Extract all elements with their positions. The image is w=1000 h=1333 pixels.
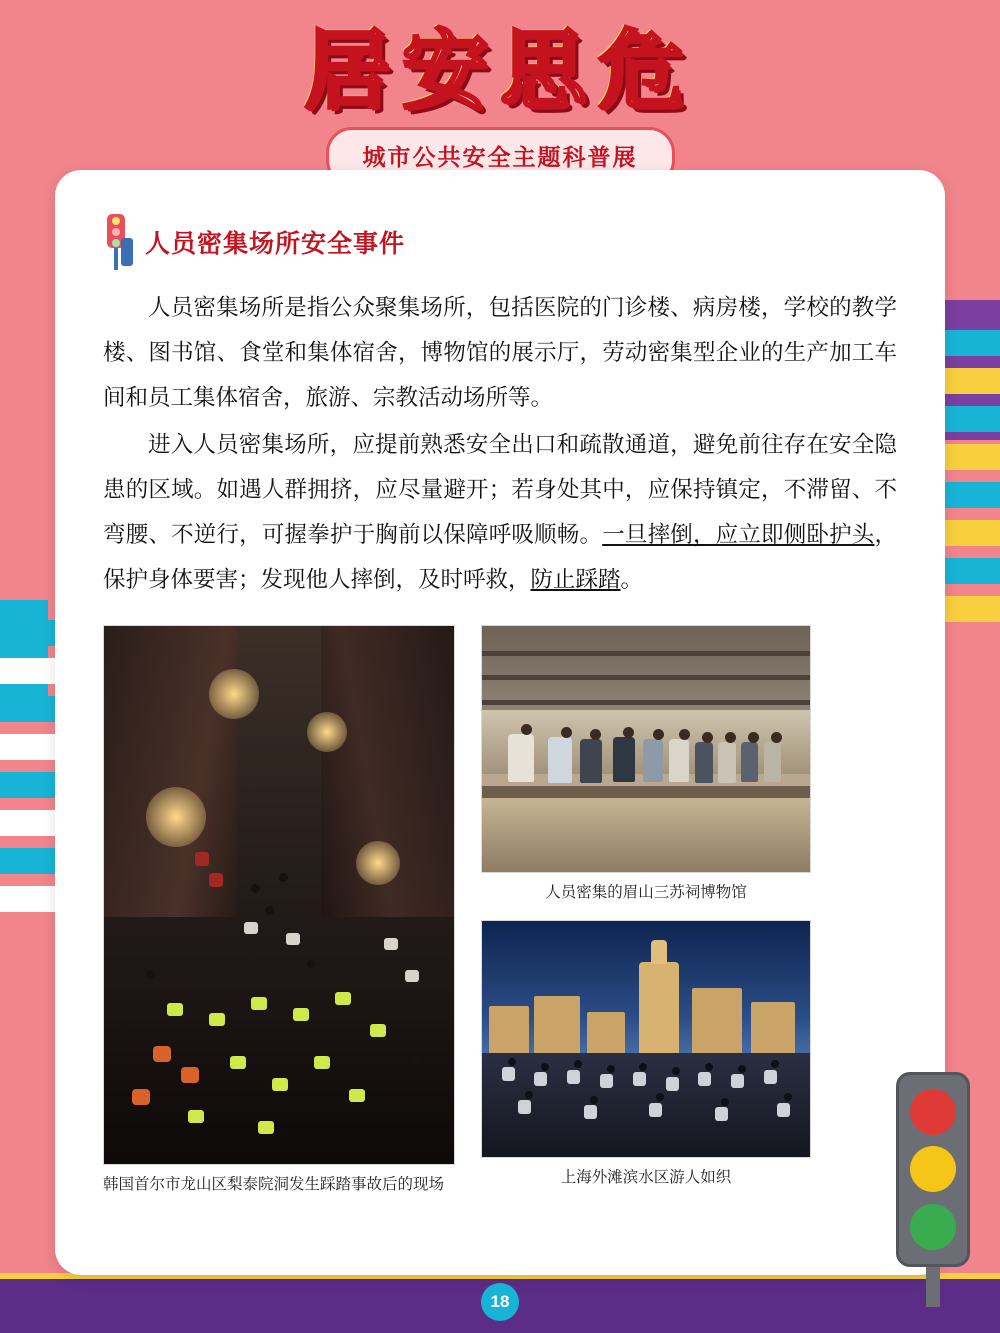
page-title: 居安思危	[304, 21, 696, 121]
figure-bund	[481, 920, 811, 1189]
poster-header	[0, 0, 1000, 185]
traffic-light-icon	[103, 214, 133, 270]
figure-itaewon	[103, 625, 455, 1196]
section-title: 人员密集场所安全事件	[145, 230, 406, 258]
figure-group	[103, 625, 897, 1196]
subtitle-badge: 城市公共安全主题科普展	[326, 127, 675, 186]
photo-shanghai-bund-crowd	[481, 920, 811, 1158]
figure-column-right	[481, 625, 811, 1196]
article-body	[103, 286, 897, 603]
figure-caption: 韩国首尔市龙山区梨泰院洞发生踩踏事故后的现场	[103, 1175, 445, 1193]
paragraph-2-underline-2: 防止踩踏	[530, 567, 621, 593]
paragraph-2-underline-1: 一旦摔倒，应立即侧卧护头	[602, 522, 875, 548]
paragraph-2-part-1: 进入人员密集场所，应提前熟悉安全出口和疏散通道，避免前往存在安全隐患的区域。如遇人群拥挤，应尽量避开；若身处其中，应保持镇定，不滞留、不弯腰、不逆行，可握拳护于胸前以保障呼吸顺畅。	[103, 432, 897, 548]
paragraph-2	[103, 423, 897, 603]
paragraph-1: 人员密集场所是指公众聚集场所，包括医院的门诊楼、病房楼，学校的教学楼、图书馆、食堂和集体宿舍，博物馆的展示厅，劳动密集型企业的生产加工车间和员工集体宿舍，旅游、宗教活动场所等。	[103, 295, 897, 411]
paragraph-2-part-2: ，保护身体要害；发现他人摔倒，及时呼救，	[103, 522, 897, 593]
content-card	[55, 170, 945, 1275]
photo-sansu-museum-crowd	[481, 625, 811, 873]
page-number: 18	[481, 1283, 519, 1321]
paragraph-2-end: 。	[620, 567, 644, 593]
traffic-light-pole	[926, 1262, 940, 1307]
traffic-light-widget	[896, 1072, 970, 1267]
photo-itaewon-stampede	[103, 625, 455, 1165]
figure-museum	[481, 625, 811, 904]
traffic-light-yellow	[910, 1146, 956, 1192]
figure-caption: 上海外滩滨水区游人如织	[560, 1168, 732, 1186]
traffic-light-green	[910, 1204, 956, 1250]
section-header	[103, 214, 897, 270]
figure-caption: 人员密集的眉山三苏祠博物馆	[545, 883, 747, 901]
traffic-light-red	[910, 1089, 956, 1135]
